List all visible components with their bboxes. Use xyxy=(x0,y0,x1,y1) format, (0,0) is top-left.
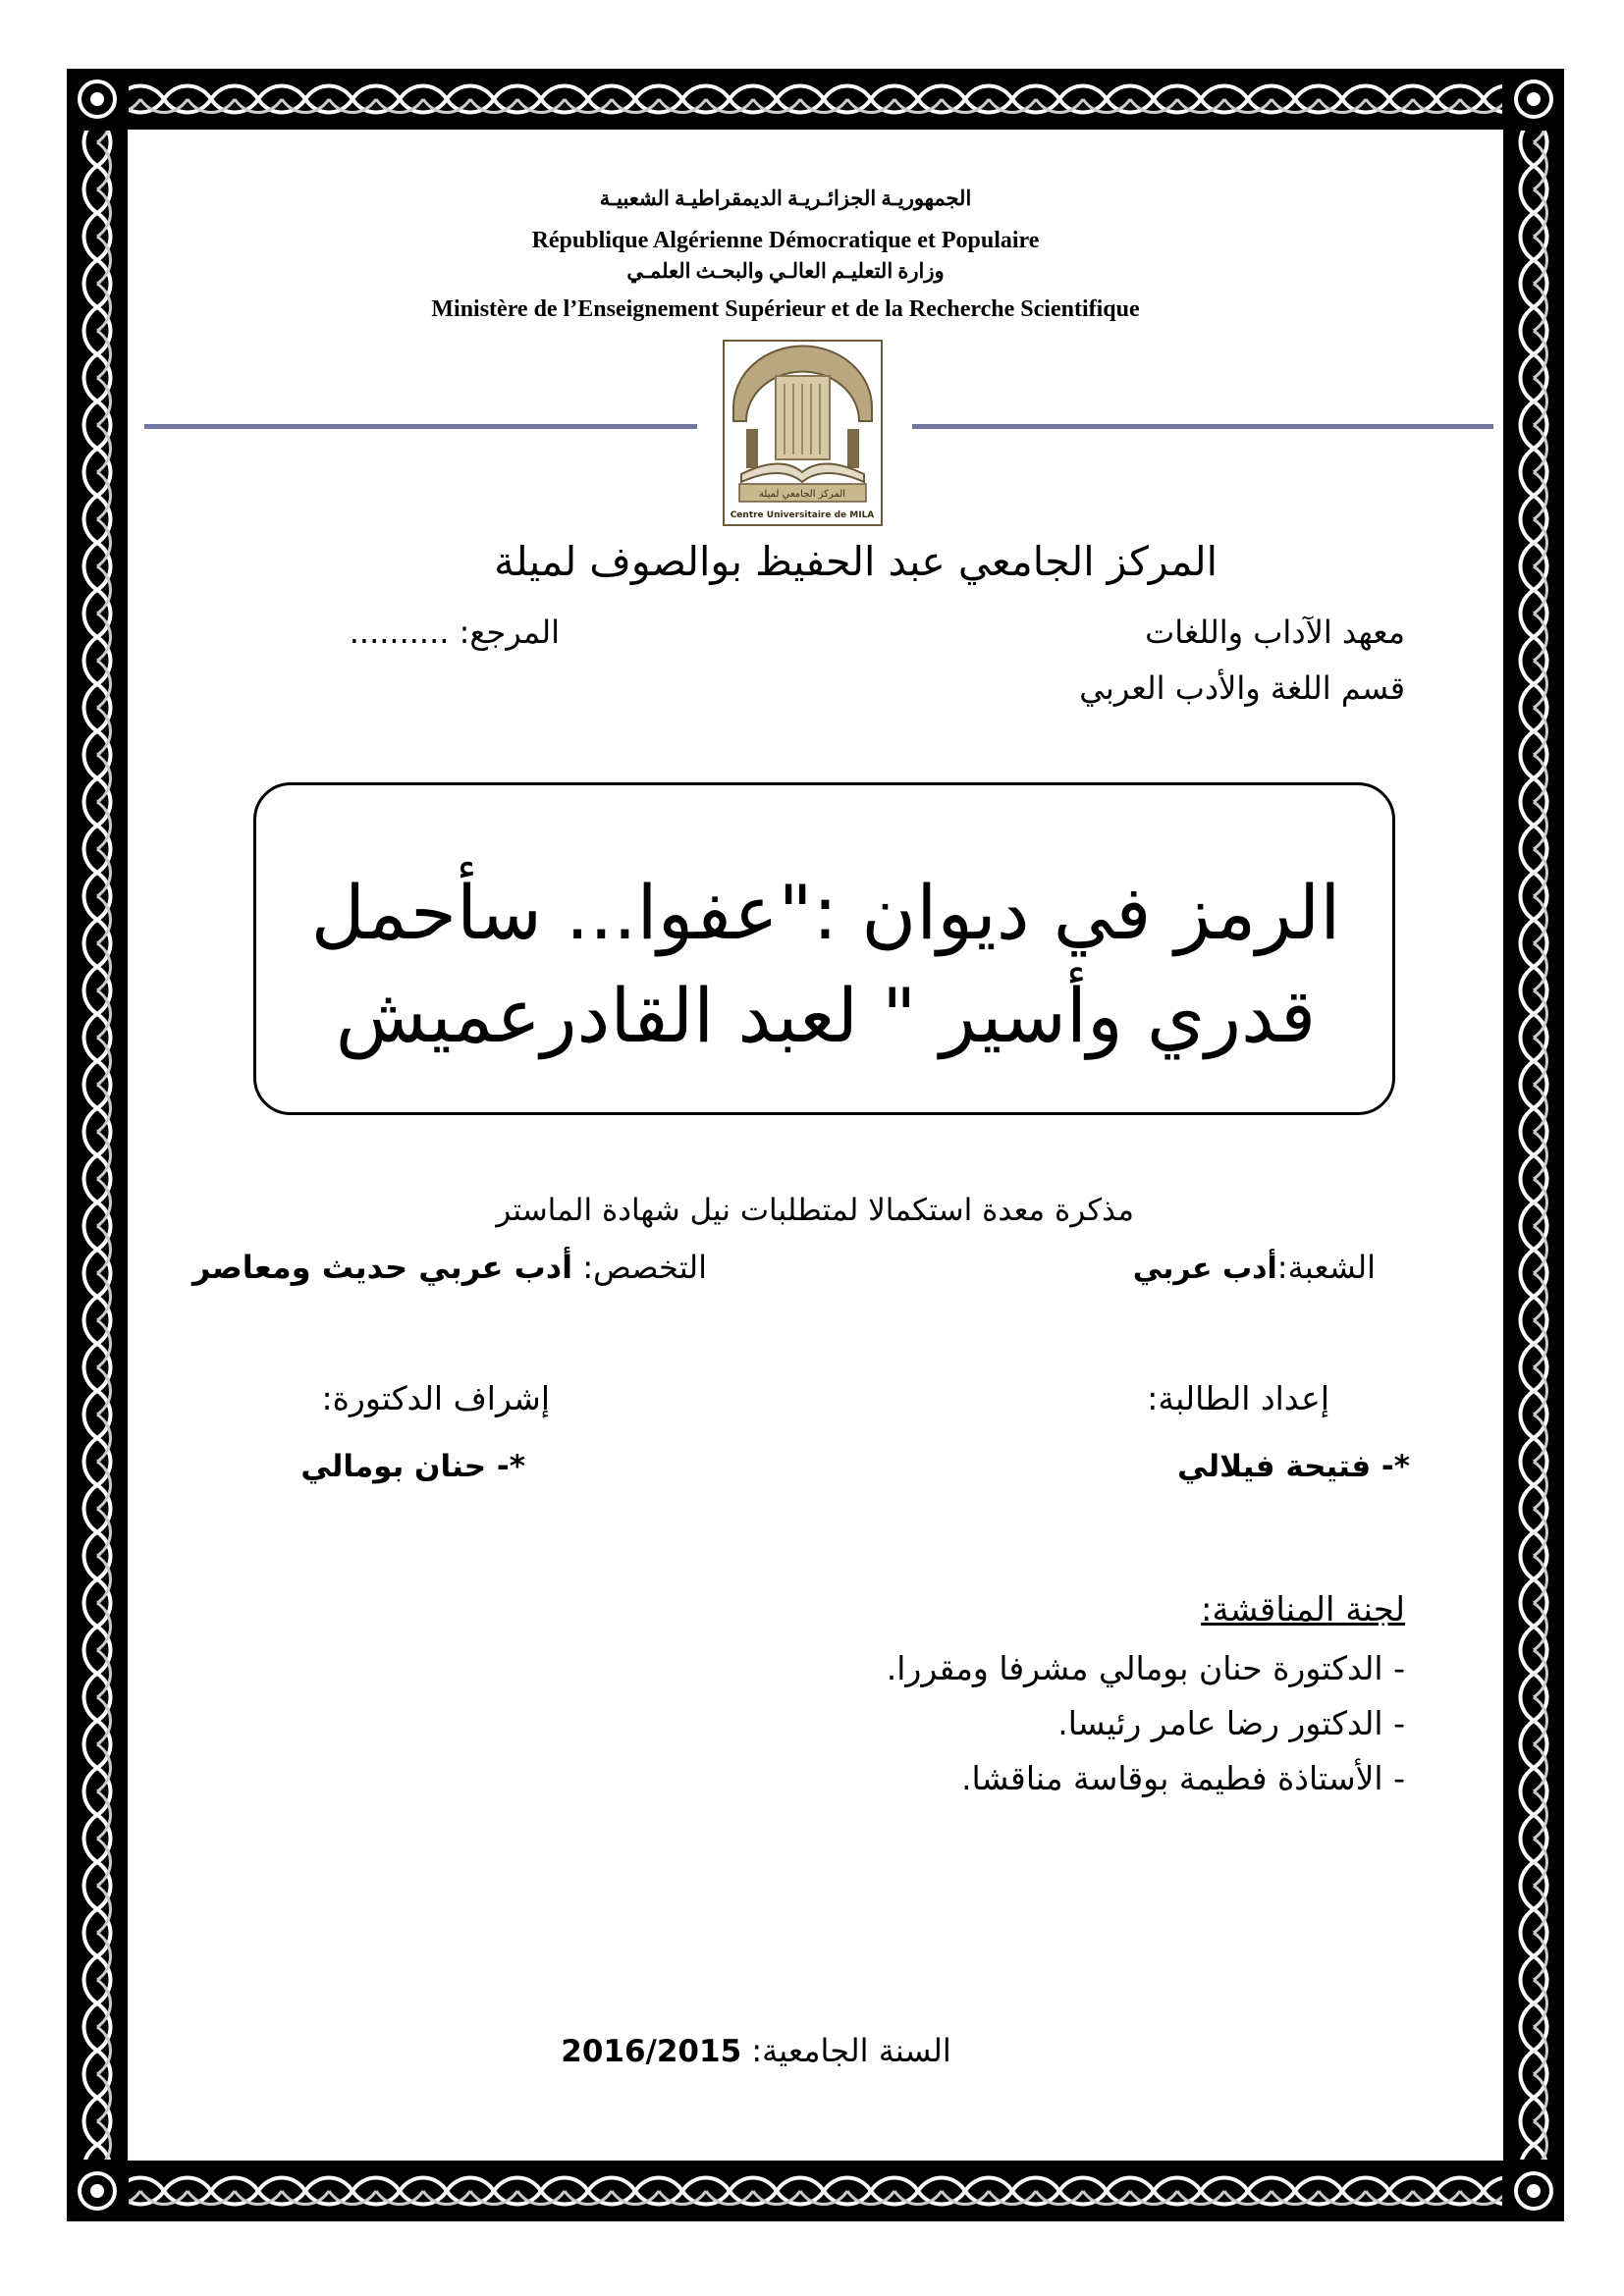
committee-title: لجنة المناقشة: xyxy=(1201,1590,1405,1629)
institution-name: المركز الجامعي عبد الحفيظ بوالصوف لميلة xyxy=(494,538,1218,585)
corner-ornament-bottom-left xyxy=(73,2166,122,2216)
corner-ornament-top-right xyxy=(1509,75,1558,124)
specialty-line xyxy=(187,1249,707,1286)
institute-name: معهد الآداب واللغات xyxy=(1145,614,1405,651)
header-divider-right xyxy=(912,424,1493,429)
academic-year xyxy=(511,2032,1001,2069)
committee-member: - الدكتورة حنان بومالي مشرفا ومقررا. xyxy=(886,1649,1405,1687)
committee-member: - الدكتور رضا عامر رئيسا. xyxy=(1057,1704,1405,1742)
border-band-top xyxy=(70,72,1561,127)
academic-year-label: السنة الجامعية: xyxy=(741,2032,951,2069)
corner-ornament-bottom-right xyxy=(1509,2166,1558,2216)
chain-pattern-left xyxy=(70,72,125,2218)
chain-pattern-right xyxy=(1506,72,1561,2218)
supervisor-name: *- حنان بومالي xyxy=(300,1449,525,1484)
student-name: *- فتيحة فيلالي xyxy=(1177,1449,1410,1484)
specialty-value: أدب عربي حديث ومعاصر xyxy=(191,1249,573,1286)
specialty-label: التخصص: xyxy=(572,1249,707,1286)
republic-name-french: République Algérienne Démocratique et Populaire xyxy=(531,228,1040,253)
corner-ornament-top-left xyxy=(73,75,122,124)
ministry-name-arabic: وزارة التعليـم العالـي والبحـث العلمـي xyxy=(626,259,945,283)
department-name: قسم اللغة والأدب العربي xyxy=(1079,669,1405,707)
thesis-title-line-2: قدري وأسير " لعبد القادرعميش xyxy=(335,972,1317,1059)
header-divider-left xyxy=(144,424,697,429)
border-band-left xyxy=(70,72,125,2218)
thesis-title-line-1: الرمز في ديوان :"عفوا... سأحمل xyxy=(310,869,1341,956)
republic-name-arabic: الجمهوريـة الجزائـريـة الديمقراطيـة الشعبيـة xyxy=(599,187,972,210)
academic-year-value: 2016/2015 xyxy=(561,2034,742,2069)
chain-pattern-top xyxy=(70,72,1561,127)
supervision-label: إشراف الدكتورة: xyxy=(321,1379,550,1417)
thesis-title-box xyxy=(253,782,1395,1115)
ministry-name-french: Ministère de l’Enseignement Supérieur et de la Recherche Scientifique xyxy=(431,296,1140,322)
border-band-right xyxy=(1506,72,1561,2218)
field-line xyxy=(1133,1249,1376,1286)
chain-pattern-bottom xyxy=(70,2163,1561,2218)
border-band-bottom xyxy=(70,2163,1561,2218)
university-logo xyxy=(722,339,884,527)
field-label: الشعبة: xyxy=(1276,1249,1376,1286)
logo-caption: Centre Universitaire de MILA xyxy=(730,510,875,520)
memo-description: مذكرة معدة استكمالا لمتطلبات نيل شهادة الماستر xyxy=(496,1193,1134,1228)
reference-number: المرجع: .......... xyxy=(349,614,560,651)
prepared-by-label: إعداد الطالبة: xyxy=(1147,1379,1329,1417)
field-value: أدب عربي xyxy=(1132,1252,1277,1286)
committee-member: - الأستاذة فطيمة بوقاسة مناقشا. xyxy=(961,1759,1405,1797)
logo-banner-text: المركز الجامعي لميلة xyxy=(758,489,846,500)
